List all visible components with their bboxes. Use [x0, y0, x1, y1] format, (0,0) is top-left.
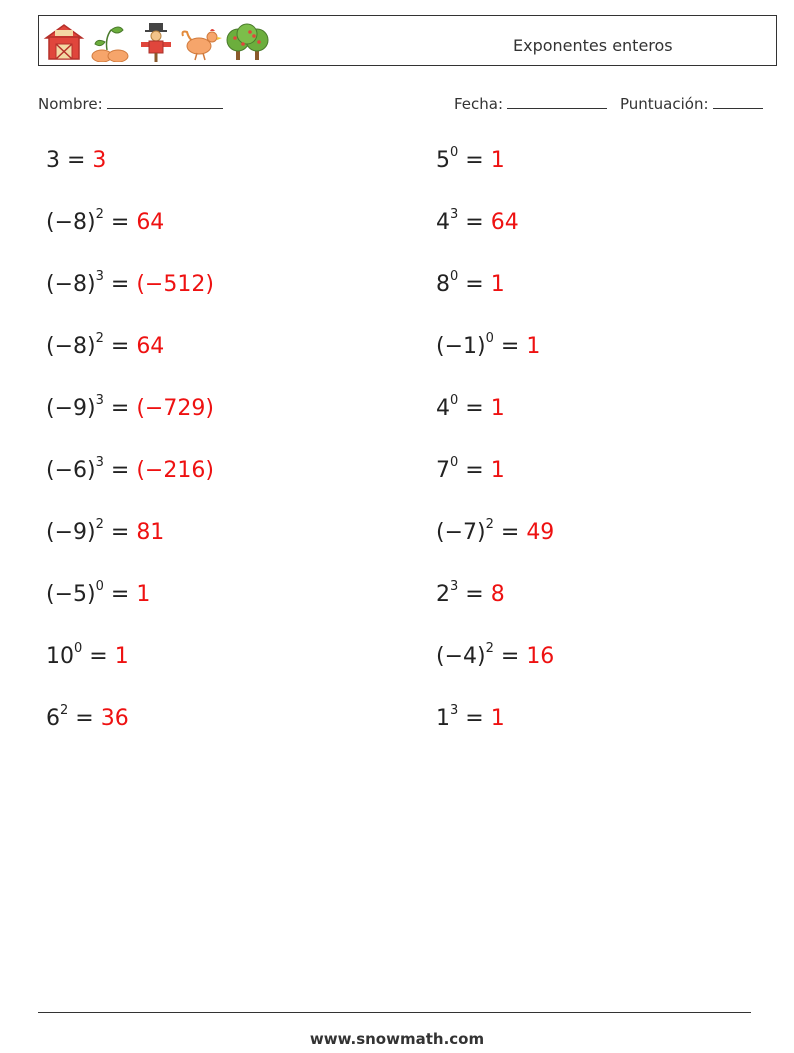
- problem-answer: 3: [92, 148, 107, 173]
- equals-sign: =: [458, 272, 491, 297]
- problem-item: [46, 702, 129, 731]
- name-field: [38, 94, 223, 113]
- date-blank: [507, 94, 607, 109]
- problem-base: 1: [436, 706, 450, 731]
- problem-base: (−1): [436, 334, 486, 359]
- equals-sign: =: [103, 210, 137, 235]
- problem-base: (−8): [46, 210, 96, 235]
- problem-exponent: 3: [95, 454, 104, 470]
- equals-sign: =: [60, 148, 93, 173]
- problem-answer: 64: [490, 210, 519, 235]
- problem-item: [436, 206, 519, 235]
- problem-answer: (−512): [136, 272, 214, 297]
- problem-answer: 1: [490, 272, 505, 297]
- problem-exponent: 0: [95, 578, 104, 594]
- problem-base: (−7): [436, 520, 486, 545]
- equals-sign: =: [458, 210, 491, 235]
- scarecrow-icon: [135, 22, 177, 62]
- peach-sprout-icon: [89, 22, 131, 62]
- problem-item: [46, 392, 214, 421]
- problem-exponent: 0: [485, 330, 494, 346]
- problem-base: (−9): [46, 520, 96, 545]
- problem-answer: 1: [526, 334, 541, 359]
- equals-sign: =: [82, 644, 115, 669]
- rooster-icon: [179, 22, 223, 62]
- problem-item: [46, 148, 106, 173]
- problem-exponent: 2: [485, 640, 494, 656]
- problem-item: [436, 144, 505, 173]
- problem-answer: 1: [490, 706, 505, 731]
- footer-divider: [38, 1012, 751, 1013]
- date-label: Fecha:: [454, 95, 504, 113]
- problem-base: 3: [46, 148, 60, 173]
- problem-item: [46, 330, 165, 359]
- barn-icon: [43, 22, 85, 62]
- problem-exponent: 2: [60, 702, 69, 718]
- problem-item: [46, 454, 214, 483]
- problem-exponent: 2: [95, 330, 104, 346]
- problem-item: [46, 640, 129, 669]
- problem-item: [436, 454, 505, 483]
- problem-base: 4: [436, 396, 450, 421]
- problem-item: [46, 516, 165, 545]
- equals-sign: =: [103, 582, 137, 607]
- worksheet-header: [38, 15, 777, 66]
- date-field: [454, 94, 607, 113]
- problem-exponent: 0: [450, 144, 459, 160]
- problem-item: [436, 578, 505, 607]
- footer-url: www.snowmath.com: [309, 1030, 485, 1048]
- problem-answer: 1: [490, 148, 505, 173]
- problem-base: 5: [436, 148, 450, 173]
- problem-item: [436, 392, 505, 421]
- problem-answer: 1: [490, 458, 505, 483]
- problem-exponent: 3: [450, 206, 459, 222]
- problem-exponent: 2: [95, 206, 104, 222]
- problem-answer: 64: [136, 210, 165, 235]
- problem-exponent: 0: [450, 268, 459, 284]
- problem-base: (−9): [46, 396, 96, 421]
- problem-base: 8: [436, 272, 450, 297]
- problem-item: [436, 516, 555, 545]
- problem-item: [436, 640, 555, 669]
- equals-sign: =: [103, 520, 137, 545]
- problem-item: [436, 268, 505, 297]
- equals-sign: =: [103, 458, 137, 483]
- problem-item: [436, 330, 541, 359]
- equals-sign: =: [103, 396, 137, 421]
- problem-base: 7: [436, 458, 450, 483]
- equals-sign: =: [458, 148, 491, 173]
- score-label: Puntuación:: [620, 95, 709, 113]
- problem-exponent: 3: [450, 578, 459, 594]
- score-blank: [713, 94, 763, 109]
- equals-sign: =: [458, 582, 491, 607]
- problem-answer: 8: [490, 582, 505, 607]
- problem-answer: 16: [526, 644, 555, 669]
- apple-tree-icon: [225, 22, 271, 62]
- problem-base: 6: [46, 706, 60, 731]
- problem-answer: (−729): [136, 396, 214, 421]
- problem-base: 4: [436, 210, 450, 235]
- problem-base: (−5): [46, 582, 96, 607]
- problem-answer: 36: [100, 706, 129, 731]
- equals-sign: =: [493, 520, 527, 545]
- problem-exponent: 3: [450, 702, 459, 718]
- problem-base: (−4): [436, 644, 486, 669]
- equals-sign: =: [103, 334, 137, 359]
- equals-sign: =: [458, 458, 491, 483]
- problem-answer: (−216): [136, 458, 214, 483]
- problem-item: [46, 268, 214, 297]
- equals-sign: =: [68, 706, 101, 731]
- problem-exponent: 0: [450, 454, 459, 470]
- problem-exponent: 2: [485, 516, 494, 532]
- equals-sign: =: [458, 706, 491, 731]
- problem-exponent: 3: [95, 268, 104, 284]
- problem-base: 10: [46, 644, 74, 669]
- name-label: Nombre:: [38, 95, 103, 113]
- problem-exponent: 0: [450, 392, 459, 408]
- name-blank: [107, 94, 223, 109]
- problem-answer: 1: [136, 582, 151, 607]
- equals-sign: =: [103, 272, 137, 297]
- problem-answer: 81: [136, 520, 165, 545]
- problem-answer: 1: [490, 396, 505, 421]
- problem-answer: 64: [136, 334, 165, 359]
- problem-answer: 1: [114, 644, 129, 669]
- equals-sign: =: [493, 644, 527, 669]
- problem-base: (−8): [46, 272, 96, 297]
- problem-item: [46, 206, 165, 235]
- equals-sign: =: [493, 334, 527, 359]
- score-field: [620, 94, 763, 113]
- problem-item: [46, 578, 151, 607]
- problem-exponent: 3: [95, 392, 104, 408]
- problem-answer: 49: [526, 520, 555, 545]
- problem-item: [436, 702, 505, 731]
- problem-base: (−6): [46, 458, 96, 483]
- problem-base: 2: [436, 582, 450, 607]
- equals-sign: =: [458, 396, 491, 421]
- problem-exponent: 2: [95, 516, 104, 532]
- problem-base: (−8): [46, 334, 96, 359]
- worksheet-title: Exponentes enteros: [513, 36, 673, 55]
- problem-exponent: 0: [74, 640, 83, 656]
